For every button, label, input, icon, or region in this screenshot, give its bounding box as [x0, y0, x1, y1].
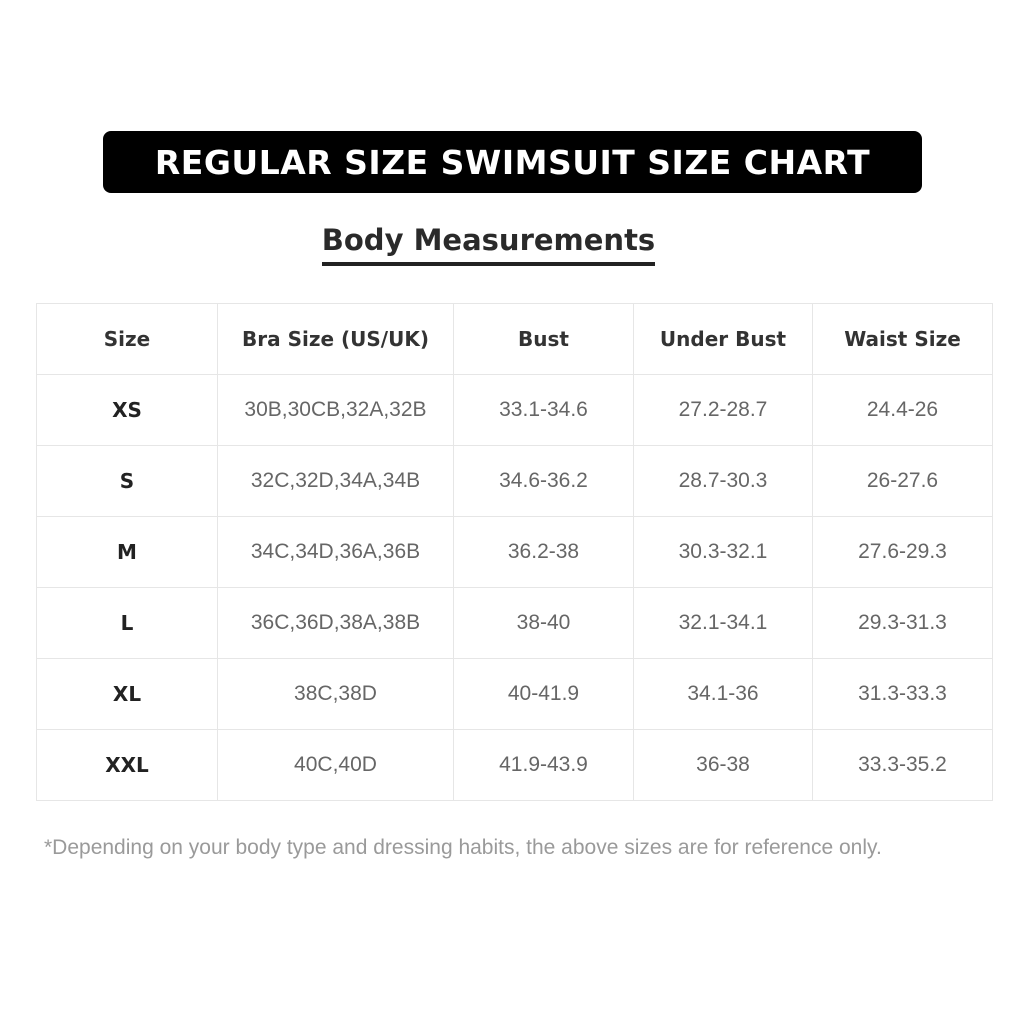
reference-footnote: *Depending on your body type and dressing habits, the above sizes are for reference only. — [44, 836, 882, 859]
table-row — [37, 588, 993, 659]
under-bust-value: 27.2-28.7 — [634, 375, 813, 446]
title-banner — [103, 131, 922, 193]
subtitle-container — [0, 222, 977, 266]
bra-size-value: 38C,38D — [218, 659, 454, 730]
table-row — [37, 375, 993, 446]
bra-size-value: 32C,32D,34A,34B — [218, 446, 454, 517]
size-label: XXL — [37, 730, 218, 801]
size-label: XL — [37, 659, 218, 730]
bra-size-value: 40C,40D — [218, 730, 454, 801]
column-header-bra-size: Bra Size (US/UK) — [218, 304, 454, 375]
under-bust-value: 30.3-32.1 — [634, 517, 813, 588]
bust-value: 33.1-34.6 — [454, 375, 634, 446]
column-header-bust: Bust — [454, 304, 634, 375]
size-label: L — [37, 588, 218, 659]
waist-size-value: 26-27.6 — [813, 446, 993, 517]
waist-size-value: 31.3-33.3 — [813, 659, 993, 730]
page-title: REGULAR SIZE SWIMSUIT SIZE CHART — [154, 142, 871, 182]
section-subtitle: Body Measurements — [322, 222, 655, 266]
bust-value: 34.6-36.2 — [454, 446, 634, 517]
size-label: S — [37, 446, 218, 517]
table-row — [37, 659, 993, 730]
bust-value: 36.2-38 — [454, 517, 634, 588]
column-header-size: Size — [37, 304, 218, 375]
bra-size-value: 36C,36D,38A,38B — [218, 588, 454, 659]
waist-size-value: 33.3-35.2 — [813, 730, 993, 801]
size-label: XS — [37, 375, 218, 446]
bust-value: 40-41.9 — [454, 659, 634, 730]
bra-size-value: 34C,34D,36A,36B — [218, 517, 454, 588]
bust-value: 41.9-43.9 — [454, 730, 634, 801]
bra-size-value: 30B,30CB,32A,32B — [218, 375, 454, 446]
table-row — [37, 517, 993, 588]
column-header-under-bust: Under Bust — [634, 304, 813, 375]
under-bust-value: 34.1-36 — [634, 659, 813, 730]
table-header-row — [37, 304, 993, 375]
under-bust-value: 32.1-34.1 — [634, 588, 813, 659]
size-chart-table — [36, 303, 993, 801]
size-label: M — [37, 517, 218, 588]
waist-size-value: 24.4-26 — [813, 375, 993, 446]
waist-size-value: 27.6-29.3 — [813, 517, 993, 588]
table-row — [37, 730, 993, 801]
under-bust-value: 36-38 — [634, 730, 813, 801]
table-row — [37, 446, 993, 517]
waist-size-value: 29.3-31.3 — [813, 588, 993, 659]
column-header-waist-size: Waist Size — [813, 304, 993, 375]
under-bust-value: 28.7-30.3 — [634, 446, 813, 517]
bust-value: 38-40 — [454, 588, 634, 659]
